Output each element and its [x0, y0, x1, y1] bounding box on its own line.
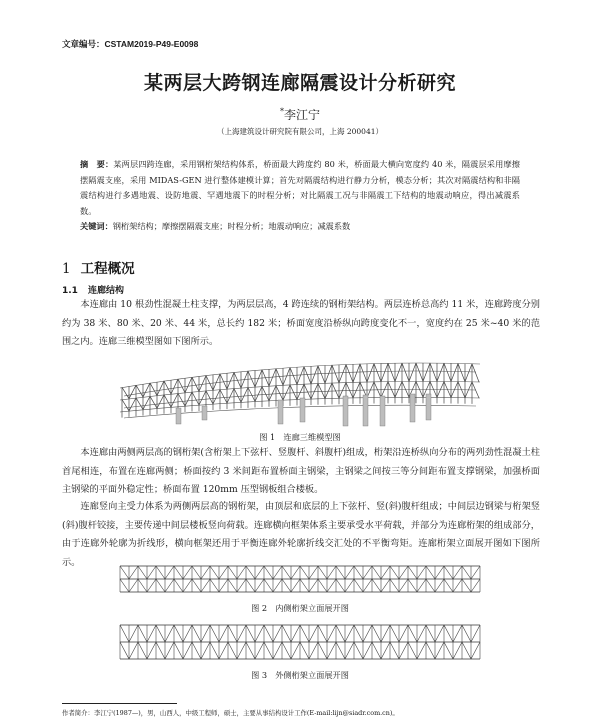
author [0, 106, 600, 123]
footnote-rule [62, 703, 177, 704]
paragraph-3: 连廊竖向主受力体系为两侧两层高的钢桁架，由顶层和底层的上下弦杆、竖(斜)腹杆组成；中间层边钢梁与桁架竖(斜)腹杆铰接，主要传递中间层楼板竖向荷载。连廊横向框架体系主要承受水平荷载，并部分为连廊桁架的组成部分，由于连廊外轮廓为折线形，横向框架还用于平衡连廊外轮廓折线交汇处的不平衡弯矩。连廊桁架立面展开图如下图所示。 [62, 501, 540, 568]
keywords-text: 钢桁架结构；摩擦摆隔震支座；时程分析；地震动响应；减震系数 [112, 221, 351, 231]
figure-3-outer-truss-elevation [118, 622, 483, 664]
paragraph-1: 本连廊由 10 根劲性混凝土柱支撑，为两层层高，4 跨连续的钢桁架结构。两层连桥总高约 11 米，连廊跨度分别约为 38 米、80 米、20 米、44 米，总长约 182 米；桥面宽度沿桥纵向跨度变化不一，宽度约在 25 米~40 米的范围之内。连廊三维模型图如下图所示。 [62, 299, 540, 347]
keywords [80, 221, 520, 232]
author-name: 李江宁 [283, 108, 320, 122]
author-footnote: 作者简介：李江宁(1987—)，男，山西人，中级工程师，硕士，主要从事结构设计工作(E-mail:lijn@siadr.com.cn)。 [62, 709, 399, 717]
abstract-label: 摘 要： [80, 159, 114, 169]
figure-3-caption: 图 3 外侧桁架立面展开图 [251, 670, 349, 680]
paragraph-2: 本连廊由两侧两层高的钢桁架(含桁架上下弦杆、竖腹杆、斜腹杆)组成，桁架沿连桥纵向分布的两列劲性混凝土柱首尾相连，布置在连廊两侧；桥面按约 3 米间距布置桥面主钢梁，主钢梁之间按三等分间距布置支撑钢梁，加强桥面主钢梁的平面外稳定性；桥面布置 120mm 压型钢板组合楼板。 [62, 447, 540, 495]
subsection-number: 1.1 [62, 286, 78, 296]
abstract [80, 157, 520, 219]
paper-title: 某两层大跨钢连廊隔震设计分析研究 [143, 72, 456, 94]
keywords-label: 关键词： [80, 221, 113, 231]
section-heading [62, 257, 135, 277]
author-mark: * [279, 107, 284, 116]
section-number: 1 [62, 261, 71, 277]
affiliation: （上海建筑设计研究院有限公司，上海 200041） [216, 127, 383, 136]
figure-1-3d-model [118, 356, 483, 428]
figure-2-inner-truss-elevation [118, 563, 483, 597]
section-title: 工程概况 [80, 261, 135, 277]
article-number: 文章编号：CSTAM2019-P49-E0098 [62, 39, 199, 49]
subsection-title: 连廊结构 [87, 286, 124, 296]
figure-2-caption: 图 2 内侧桁架立面展开图 [251, 603, 349, 613]
figure-1-caption: 图 1 连廊三维模型图 [259, 432, 341, 442]
subsection-heading [62, 283, 124, 296]
abstract-text: 某两层四跨连廊，采用钢桁架结构体系，桥面最大跨度约 80 米，桥面最大横向宽度约 40 米，隔震层采用摩擦摆隔震支座，采用 MIDAS-GEN 进行整体建模计算；首先对隔震结构进行静力分析，模态分析；其次对隔震结构和非隔震结构进行多遇地震、设防地震、罕遇地震下的时程分析；对比隔震工况与非隔震工下结构的地震动响应，得出减震系数。 [80, 159, 520, 216]
